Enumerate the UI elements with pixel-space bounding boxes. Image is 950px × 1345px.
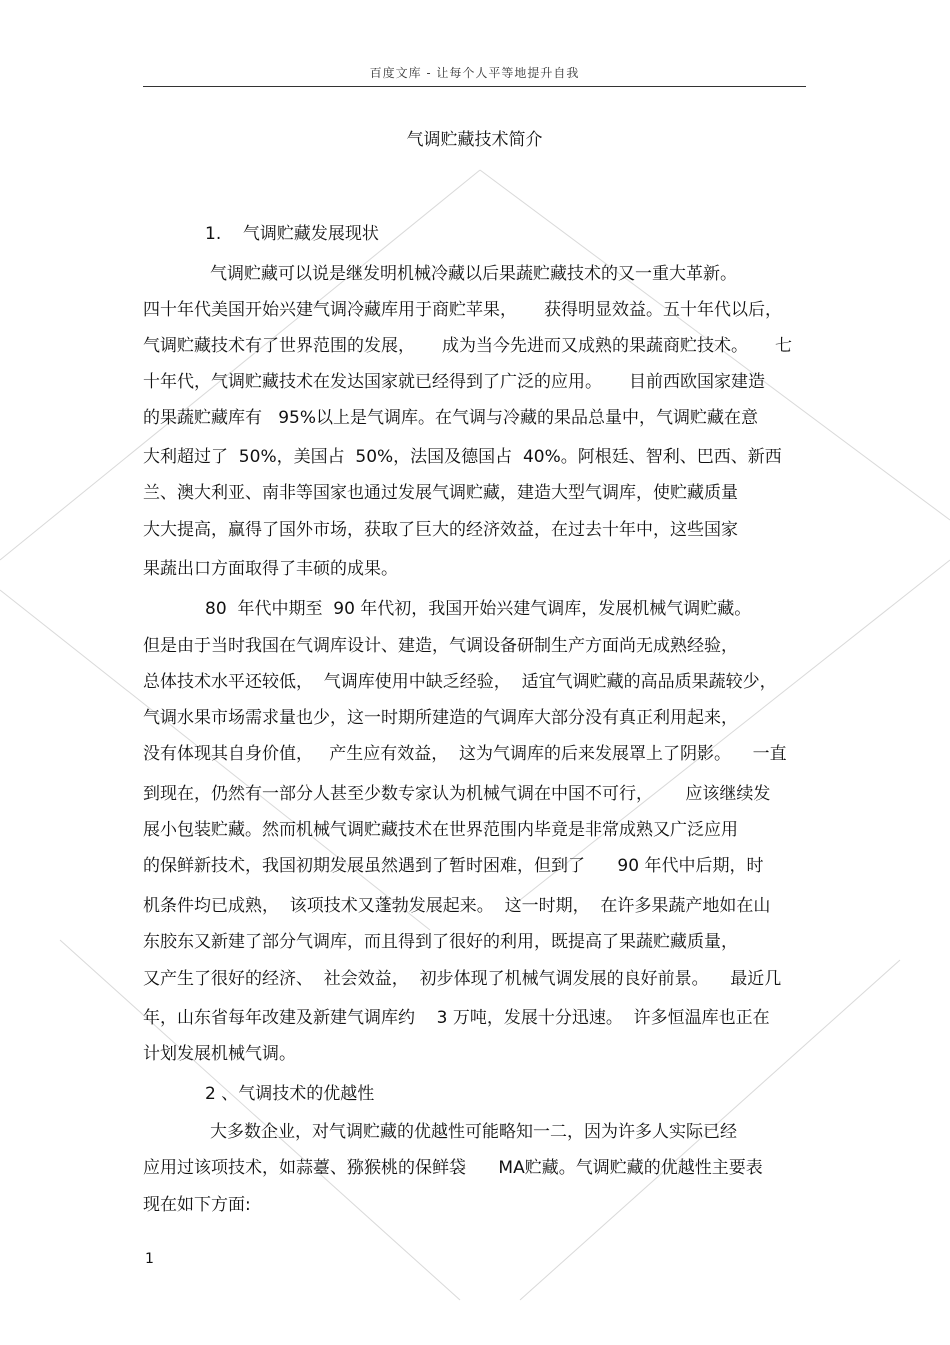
paragraph-line: 80 年代中期至 90 年代初，我国开始兴建气调库，发展机械气调贮藏。: [205, 599, 752, 619]
paragraph-line: 四十年代美国开始兴建气调冷藏库用于商贮苹果， 获得明显效益。五十年代以后，: [143, 300, 783, 320]
paragraph-line: 总体技术水平还较低， 气调库使用中缺乏经验， 适宜气调贮藏的高品质果蔬较少，: [143, 672, 777, 692]
paragraph-line: 的保鲜新技术，我国初期发展虽然遇到了暂时困难，但到了 90 年代中后期，时: [143, 856, 764, 876]
paragraph-line: 气调贮藏可以说是继发明机械冷藏以后果蔬贮藏技术的又一重大革新。: [210, 264, 737, 284]
paragraph-line: 十年代，气调贮藏技术在发达国家就已经得到了广泛的应用。 目前西欧国家建造: [143, 372, 766, 392]
paragraph-line: 现在如下方面:: [143, 1195, 251, 1215]
page-header: 百度文库 - 让每个人平等地提升自我: [369, 66, 580, 80]
paragraph-line: 计划发展机械气调。: [143, 1044, 296, 1064]
paragraph-line: 应用过该项技术，如蒜薹、猕猴桃的保鲜袋 MA贮藏。气调贮藏的优越性主要表: [143, 1158, 763, 1178]
paragraph-line: 但是由于当时我国在气调库设计、建造，气调设备研制生产方面尚无成熟经验，: [143, 636, 738, 656]
paragraph-line: 气调贮藏技术有了世界范围的发展， 成为当今先进而又成熟的果蔬商贮技术。 七: [143, 336, 793, 356]
paragraph-line: 展小包装贮藏。然而机械气调贮藏技术在世界范围内毕竟是非常成熟又广泛应用: [143, 820, 738, 840]
paragraph-line: 又产生了很好的经济、 社会效益， 初步体现了机械气调发展的良好前景。 最近几: [143, 969, 782, 989]
header-divider: [143, 86, 806, 87]
paragraph-line: 气调水果市场需求量也少，这一时期所建造的气调库大部分没有真正利用起来，: [143, 708, 738, 728]
paragraph-line: 东胶东又新建了部分气调库，而且得到了很好的利用，既提高了果蔬贮藏质量，: [143, 932, 738, 952]
paragraph-line: 到现在，仍然有一部分人甚至少数专家认为机械气调在中国不可行， 应该继续发: [143, 784, 771, 804]
paragraph-line: 兰、澳大利亚、南非等国家也通过发展气调贮藏，建造大型气调库，使贮藏质量: [143, 483, 738, 503]
paragraph-line: 大利超过了 50%，美国占 50%，法国及德国占 40%。阿根廷、智利、巴西、新西: [143, 447, 782, 467]
paragraph-line: 没有体现其自身价值， 产生应有效益， 这为气调库的后来发展罩上了阴影。 一直: [143, 744, 787, 764]
paragraph-line: 机条件均已成熟， 该项技术又蓬勃发展起来。 这一时期， 在许多果蔬产地如在山: [143, 896, 771, 916]
paragraph-line: 的果蔬贮藏库有 95%以上是气调库。在气调与冷藏的果品总量中，气调贮藏在意: [143, 408, 758, 428]
section-heading-1: 1. 气调贮藏发展现状: [205, 224, 379, 244]
paragraph-line: 大大提高，赢得了国外市场，获取了巨大的经济效益，在过去十年中，这些国家: [143, 520, 738, 540]
page-number: 1: [145, 1251, 154, 1267]
section-heading-2: 2 、气调技术的优越性: [205, 1084, 375, 1104]
paragraph-line: 年，山东省每年改建及新建气调库约 3 万吨，发展十分迅速。 许多恒温库也正在: [143, 1008, 770, 1028]
paragraph-line: 果蔬出口方面取得了丰硕的成果。: [143, 559, 398, 579]
paragraph-line: 大多数企业，对气调贮藏的优越性可能略知一二，因为许多人实际已经: [210, 1122, 737, 1142]
document-title: 气调贮藏技术简介: [406, 130, 543, 150]
